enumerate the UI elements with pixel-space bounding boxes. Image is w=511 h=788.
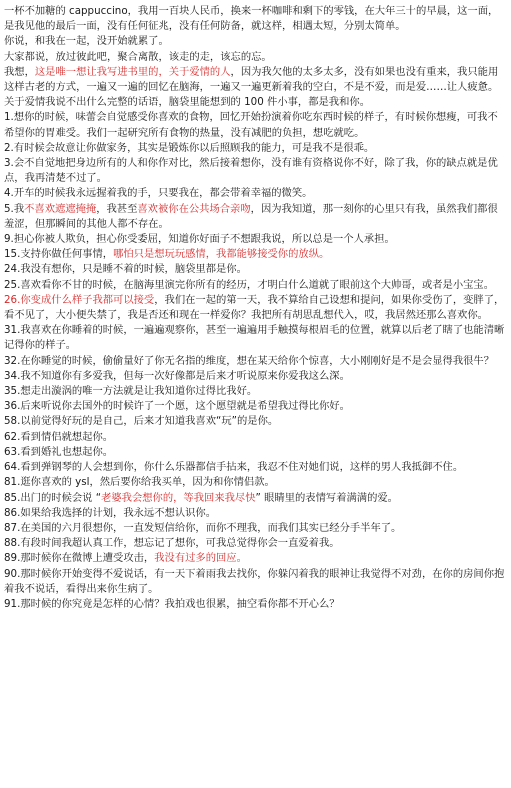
text-segment: 36.后来听说你去国外的时候许了一个愿，这个愿望就是希望我过得比你好。 xyxy=(4,400,350,413)
paragraph xyxy=(4,399,505,414)
paragraph xyxy=(4,232,505,247)
highlighted-text: 我没有过多的回应。 xyxy=(154,552,247,565)
paragraph xyxy=(4,597,505,612)
paragraph xyxy=(4,186,505,201)
paragraph xyxy=(4,95,505,110)
text-segment: 34.我不知道你有多爱我，但每一次好像都是后来才听说原来你爱我这么深。 xyxy=(4,369,350,382)
text-segment: 88.有段时间我超认真工作，想忘记了想你，可我总觉得你会一直爱着我。 xyxy=(4,537,340,550)
text-segment: 1.想你的时候，味蕾会自觉感受你喜欢的食物，回忆开始扮演着你吃东西时候的样子，有时候你想瘦，可我不希望你的胃难受。我们一起研究所有食物的热量，没有减肥的负担，想吃就吃。 xyxy=(4,111,498,139)
text-segment: 5.我 xyxy=(4,202,25,215)
paragraph xyxy=(4,65,505,95)
text-segment: 63.看到婚礼也想起你。 xyxy=(4,445,114,458)
paragraph xyxy=(4,414,505,429)
text-segment: 2.有时候会故意让你做家务，其实是锻炼你以后照顾我的能力，可是我不是很乖。 xyxy=(4,141,375,154)
text-segment: 35.想走出漩涡的唯一方法就是让我知道你过得比我好。 xyxy=(4,385,258,398)
paragraph xyxy=(4,4,505,34)
highlighted-text: 喜欢被你在公共场合亲吻 xyxy=(137,202,251,215)
text-segment: 你说，和我在一起，没开始就累了。 xyxy=(4,35,169,48)
paragraph xyxy=(4,247,505,262)
text-segment: 32.在你睡觉的时候，偷偷量好了你无名指的维度，想在某天给你个惊喜，大小刚刚好是不是会显得我很牛？ xyxy=(4,354,495,367)
paragraph xyxy=(4,354,505,369)
text-segment: 90.那时候你开始变得不爱说话，有一天下着雨我去找你，你躲闪着我的眼神让我觉得不对劲，在你的房间你抱着我不说话，看得出来你生病了。 xyxy=(4,567,505,595)
text-segment: 31.我喜欢在你睡着的时候，一遍遍观察你，甚至一遍遍用手触摸每根眉毛的位置，就算以后老了瞎了也能清晰记得你的样子。 xyxy=(4,324,505,352)
paragraph xyxy=(4,202,505,232)
text-segment: 9.担心你被人欺负，担心你受委屈，知道你好面子不想跟我说，所以总是一个人承担。 xyxy=(4,233,395,246)
paragraph xyxy=(4,521,505,536)
text-segment: 89.那时候你在微博上遭受攻击， xyxy=(4,552,155,565)
text-segment: 64.看到弹钢琴的人会想到你，你什么乐器都信手拈来，我忍不住对她们说，这样的男人我抵御不住。 xyxy=(4,461,464,474)
paragraph xyxy=(4,445,505,460)
paragraph xyxy=(4,536,505,551)
paragraph xyxy=(4,110,505,140)
paragraph xyxy=(4,384,505,399)
paragraph xyxy=(4,278,505,293)
highlighted-text: 26.你变成什么样子我都可以接受 xyxy=(4,293,155,306)
text-segment: 85.出门的时候会说 “ xyxy=(4,491,102,504)
paragraph xyxy=(4,323,505,353)
text-segment: 58.以前觉得好玩的是自己，后来才知道我喜欢“玩”的是你。 xyxy=(4,415,279,428)
paragraph xyxy=(4,475,505,490)
text-segment: ，我甚至 xyxy=(96,202,138,215)
text-segment: 24.我没有想你，只是睡不着的时候，脑袋里都是你。 xyxy=(4,263,247,276)
text-segment: 25.喜欢看你不甘的时候，在脑海里演完你所有的经历，才明白什么道就了眼前这个大帅哥，或者是小宝宝。 xyxy=(4,278,495,291)
paragraph xyxy=(4,293,505,323)
paragraph xyxy=(4,460,505,475)
text-segment: 87.在美国的六月很想你，一直发短信给你，而你不理我，而我们其实已经分手半年了。 xyxy=(4,521,402,534)
paragraph xyxy=(4,369,505,384)
highlighted-text: 不喜欢遮遮掩掩 xyxy=(24,202,97,215)
text-segment: 4.开车的时候我永远握着我的手，只要我在，都会带着幸福的微笑。 xyxy=(4,187,313,200)
text-segment: 15.支持你做任何事情， xyxy=(4,248,114,261)
highlighted-text: 这是唯一想让我写进书里的，关于爱情的人 xyxy=(34,65,231,78)
text-segment: 大家都说，放过彼此吧，聚合离散，该走的走，该忘的忘。 xyxy=(4,50,272,63)
paragraph xyxy=(4,430,505,445)
text-segment: ，我们在一起的第一天，我不算给自己设想和提问，如果你受伤了，变胖了，看不见了，大小便失禁了，我是否还和现在一样爱你？我把所有胡思乱想代入，哎，我居然还那么喜欢你。 xyxy=(4,293,505,322)
paragraph xyxy=(4,567,505,597)
text-segment: 81.逛你喜欢的 ysl，然后要你给我买单，因为和你情侣款。 xyxy=(4,476,275,489)
highlighted-text: 老婆我会想你的，等我回来我尽快 xyxy=(101,491,256,504)
text-segment: 62.看到情侣就想起你。 xyxy=(4,430,114,443)
text-segment: 关于爱情我说不出什么完整的话语，脑袋里能想到的 100 件小事，都是我和你。 xyxy=(4,96,370,109)
paragraph xyxy=(4,156,505,186)
text-segment: ” 眼睛里的表情写着满满的爱。 xyxy=(255,491,398,504)
text-segment: 86.如果给我选择的计划，我永远不想认识你。 xyxy=(4,506,217,519)
paragraph xyxy=(4,551,505,566)
paragraph xyxy=(4,262,505,277)
highlighted-text: 哪怕只是想玩玩感情，我都能够接受你的放纵。 xyxy=(113,248,330,261)
text-segment: 91.那时候的你究竟是怎样的心情？我拍戏也很累，抽空看你都不开心么？ xyxy=(4,597,340,610)
paragraph xyxy=(4,141,505,156)
paragraph xyxy=(4,506,505,521)
text-segment: 3.会不自觉地把身边所有的人和你作对比，然后接着想你，没有谁有资格说你不好，除了我，你的缺点就是优点，我再清楚不过了。 xyxy=(4,157,498,185)
text-segment: 我想， xyxy=(4,65,35,78)
paragraph xyxy=(4,491,505,506)
text-segment: 一杯不加糖的 cappuccino，我用一百块人民币，换来一杯咖啡和剩下的零钱，在大年三十的早晨，这一面，是我见他的最后一面，没有任何征兆，没有任何防备，就这样，相遇太短，分别太简单。 xyxy=(4,5,499,33)
paragraph xyxy=(4,50,505,65)
text-segment: ，因为我知道，那一刻你的心里只有我，虽然我们都很羞涩，但那瞬间的其他人都不存在。 xyxy=(4,202,498,230)
paragraph xyxy=(4,34,505,49)
text-segment: ，因为我欠他的太多太多，没有如果也没有重来，我只能用这样古老的方式，一遍又一遍的回忆在脑海，一遍又一遍更新着我的空白，不是不爱，而是爱……让人疲惫。 xyxy=(4,65,499,94)
